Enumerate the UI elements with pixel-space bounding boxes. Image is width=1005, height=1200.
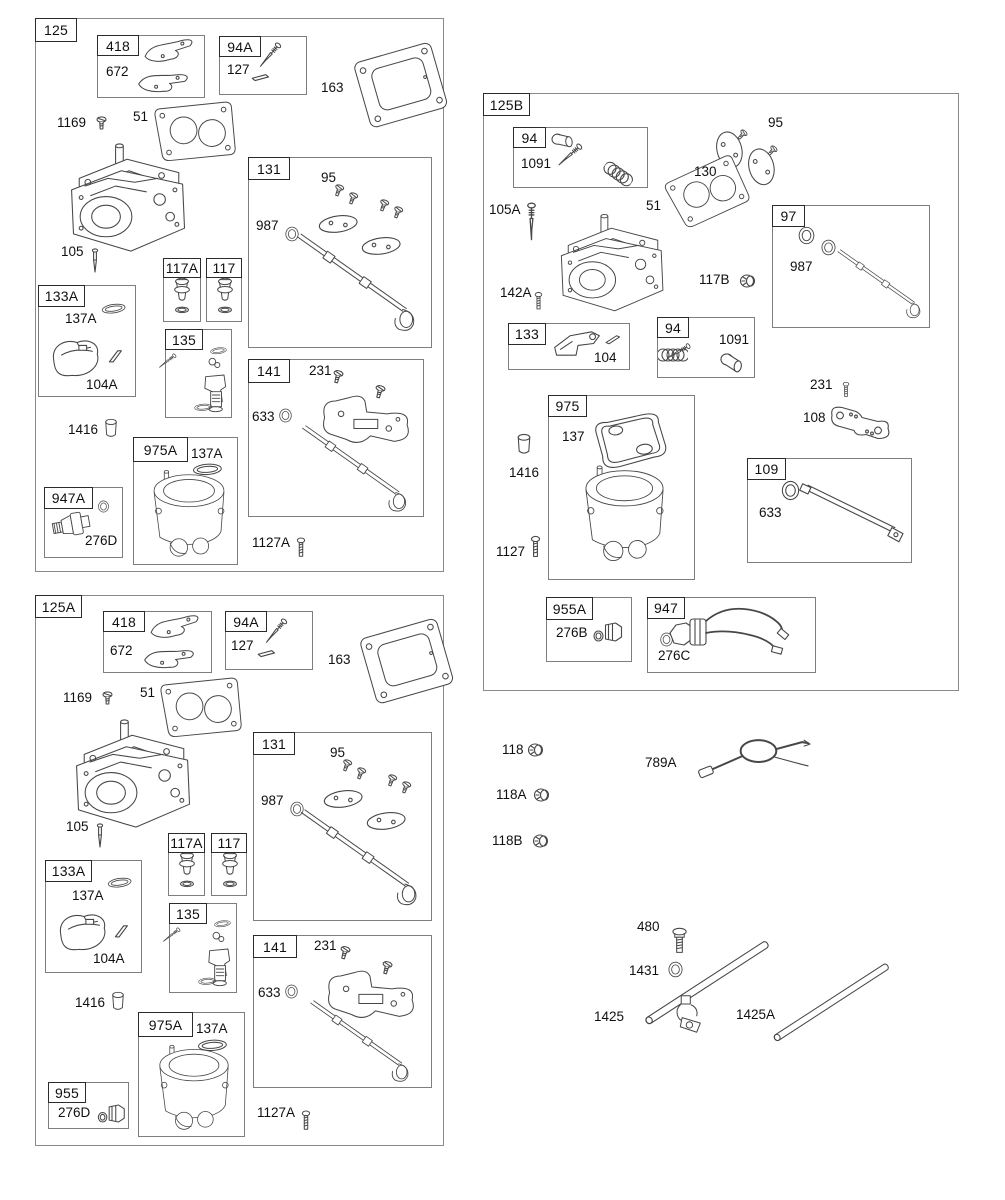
part-label-231: 231 — [309, 363, 332, 378]
part-drawing-throttle-plate-2 — [361, 235, 401, 256]
part-label-480: 480 — [637, 919, 660, 934]
part-drawing-welch-plug-118 — [529, 744, 543, 756]
part-drawing-screw-95-1a — [341, 759, 352, 772]
part-drawing-gasket-163-a — [359, 618, 454, 704]
part-label-633: 633 — [759, 505, 782, 520]
part-drawing-needle-valve-94A-a — [264, 618, 287, 644]
part-drawing-seal-633-b — [782, 481, 798, 499]
part-drawing-valve-assembly-135-a — [209, 932, 230, 985]
part-label-1127A: 1127A — [252, 535, 291, 550]
part-label-137A: 137A — [196, 1021, 228, 1036]
part-drawing-seat-127-a — [258, 649, 275, 658]
part-label-1127: 1127 — [496, 544, 526, 559]
part-drawing-float-133A — [53, 341, 97, 376]
part-drawing-float-bowl-975 — [586, 466, 663, 561]
part-tag-125A: 125A — [35, 595, 82, 618]
part-tag-955: 955 — [48, 1082, 86, 1103]
part-label-633: 633 — [252, 409, 275, 424]
part-drawing-spacer-1416 — [106, 419, 117, 436]
part-drawing-gasket-ring-137A — [102, 303, 126, 315]
part-drawing-flap-gasket-418-a — [150, 615, 199, 638]
part-tag-97: 97 — [772, 205, 805, 227]
part-drawing-screw-95-4a — [400, 781, 411, 794]
part-label-987: 987 — [261, 793, 284, 808]
part-label-987: 987 — [790, 259, 813, 274]
part-label-1091: 1091 — [719, 332, 750, 347]
part-label-231: 231 — [810, 377, 833, 392]
part-tag-94A: 94A — [225, 611, 267, 632]
part-label-105: 105 — [66, 819, 89, 834]
part-drawing-inlet-seat-117A — [175, 278, 190, 312]
part-label-127: 127 — [231, 638, 254, 653]
part-tag-135: 135 — [169, 903, 207, 924]
part-drawing-gasket-51 — [154, 98, 239, 166]
part-drawing-screw-95-3 — [378, 199, 389, 212]
part-label-1416: 1416 — [68, 422, 99, 437]
part-label-231: 231 — [314, 938, 337, 953]
part-label-105: 105 — [61, 244, 84, 259]
part-tag-117A: 117A — [168, 833, 205, 853]
part-drawing-needle-135-a — [162, 927, 180, 943]
part-tag-131: 131 — [248, 157, 290, 180]
part-label-108: 108 — [803, 410, 826, 425]
part-label-276D: 276D — [58, 1105, 91, 1120]
part-drawing-needle-135 — [158, 353, 176, 369]
part-label-633: 633 — [258, 985, 281, 1000]
part-label-118B: 118B — [492, 833, 523, 848]
part-tag-94: 94 — [657, 317, 689, 338]
part-tag-117: 117 — [206, 258, 242, 278]
part-drawing-gasket-51-a — [160, 674, 245, 742]
part-label-1431: 1431 — [629, 963, 660, 978]
part-label-104: 104 — [594, 350, 617, 365]
part-label-51: 51 — [646, 198, 662, 213]
part-drawing-seal-633-a — [286, 985, 298, 998]
part-tag-947: 947 — [647, 597, 685, 619]
part-drawing-washer-1431 — [669, 962, 682, 977]
part-drawing-screw-231-1 — [332, 370, 344, 384]
part-label-95: 95 — [321, 170, 337, 185]
part-drawing-rod-1425A — [773, 963, 889, 1042]
part-drawing-link-rod-109 — [800, 484, 903, 542]
part-drawing-bolt-480 — [673, 928, 686, 952]
part-tag-418: 418 — [97, 35, 139, 56]
part-label-1169: 1169 — [57, 115, 87, 130]
part-tag-955A: 955A — [546, 597, 593, 620]
part-drawing-welch-plug-118A — [535, 789, 549, 801]
part-drawing-plug-117B — [741, 275, 755, 287]
part-drawing-float-bowl-975A-a — [160, 1045, 228, 1129]
part-drawing-bracket-141-a — [329, 971, 414, 1017]
part-drawing-welch-plug-118B — [534, 835, 548, 847]
part-label-1091: 1091 — [521, 156, 552, 171]
part-drawing-gasket-ring-137A-a — [108, 877, 132, 889]
part-label-104A: 104A — [86, 377, 118, 392]
part-drawing-throttle-plate-1a — [323, 788, 363, 809]
part-drawing-needle-valve-94A — [258, 42, 281, 68]
part-tag-133: 133 — [508, 323, 546, 345]
part-drawing-seal-987 — [286, 227, 298, 241]
part-drawing-bearing-97-1 — [799, 227, 814, 243]
part-drawing-pin-104 — [605, 335, 620, 344]
part-label-1416: 1416 — [75, 995, 106, 1010]
part-label-276C: 276C — [658, 648, 691, 663]
part-drawing-plug-276D — [98, 1105, 124, 1122]
part-drawing-gasket-163 — [353, 42, 448, 128]
part-label-118A: 118A — [496, 787, 527, 802]
part-label-51: 51 — [140, 685, 156, 700]
part-drawing-float-bowl-975A — [154, 471, 224, 557]
part-drawing-throttle-plate-1 — [318, 213, 358, 234]
part-label-163: 163 — [321, 80, 344, 95]
part-drawing-spring-1091-top — [602, 160, 635, 188]
part-drawing-float-133A-a — [60, 915, 104, 950]
part-label-276B: 276B — [556, 625, 588, 640]
part-drawing-screw-95-3a — [386, 774, 397, 787]
part-label-117B: 117B — [699, 272, 730, 287]
part-label-1425: 1425 — [594, 1009, 625, 1024]
part-tag-125: 125 — [35, 18, 77, 42]
part-label-276D: 276D — [85, 533, 118, 548]
part-drawing-oring-135-top — [210, 347, 227, 355]
part-tag-418: 418 — [103, 611, 145, 632]
part-drawing-bracket-141 — [324, 396, 409, 442]
part-drawing-choke-cap-94-bottom — [719, 353, 743, 373]
part-drawing-screw-1169-a — [103, 692, 112, 704]
part-label-105A: 105A — [489, 202, 521, 217]
part-drawing-bearing-97-2 — [822, 240, 835, 255]
part-drawing-screw-231-b — [843, 382, 849, 396]
part-drawing-screw-231-2a — [381, 961, 393, 975]
part-label-137A: 137A — [191, 446, 223, 461]
part-label-95: 95 — [768, 115, 784, 130]
part-label-1425A: 1425A — [736, 1007, 776, 1022]
part-tag-947A: 947A — [44, 487, 93, 509]
part-tag-125B: 125B — [483, 93, 530, 116]
part-drawing-seat-127 — [252, 73, 269, 82]
part-tag-117: 117 — [211, 833, 247, 853]
part-drawing-oring-135-top-a — [214, 920, 231, 928]
part-label-163: 163 — [328, 652, 351, 667]
part-tag-975: 975 — [548, 395, 587, 417]
part-tag-133A: 133A — [38, 285, 85, 307]
part-drawing-wire-harness-789A — [698, 740, 810, 778]
part-drawing-seal-987-a — [291, 802, 303, 816]
part-drawing-governor-plate-108 — [832, 407, 889, 438]
part-label-1169: 1169 — [63, 690, 93, 705]
part-label-51: 51 — [133, 109, 149, 124]
part-drawing-choke-cap-94-top — [551, 132, 572, 149]
part-drawing-screw-1169 — [97, 117, 106, 129]
part-tag-117A: 117A — [163, 258, 201, 278]
part-drawing-carburetor-body-125B — [561, 214, 663, 310]
part-drawing-spacer-1416-b — [518, 434, 530, 453]
part-tag-141: 141 — [253, 935, 297, 958]
part-drawing-screw-95-1 — [333, 184, 344, 197]
part-drawing-seal-633 — [280, 409, 292, 422]
part-drawing-needle-105 — [92, 249, 97, 272]
part-drawing-bowl-screw-1127A-a — [302, 1111, 309, 1129]
part-tag-975A: 975A — [138, 1012, 193, 1037]
part-drawing-oring-947A — [98, 501, 108, 512]
part-tag-109: 109 — [747, 458, 786, 480]
part-tag-133A: 133A — [45, 860, 92, 882]
part-tag-141: 141 — [248, 359, 290, 383]
part-label-130: 130 — [694, 164, 717, 179]
part-drawing-screw-231-1a — [339, 946, 351, 960]
part-drawing-needle-105A — [528, 203, 536, 239]
part-drawing-bowl-screw-1127 — [532, 536, 540, 556]
part-drawing-screw-142A — [535, 293, 542, 309]
part-drawing-screw-95-4 — [392, 206, 403, 219]
part-label-1127A: 1127A — [257, 1105, 296, 1120]
part-drawing-hinge-pin-104A — [107, 349, 124, 363]
part-label-118: 118 — [502, 742, 524, 757]
part-tag-135: 135 — [165, 329, 203, 350]
part-drawing-flap-gasket-418 — [144, 39, 193, 62]
part-drawing-flap-gasket-672-a — [144, 646, 194, 671]
part-drawing-screw-95-2a — [355, 767, 366, 780]
part-drawing-plug-276B — [594, 623, 622, 641]
part-drawing-spacer-1416-a — [113, 992, 124, 1009]
part-drawing-shaft-97 — [838, 250, 920, 318]
part-drawing-needle-105-a — [97, 824, 102, 847]
part-tag-975A: 975A — [133, 437, 188, 462]
part-label-137A: 137A — [72, 888, 104, 903]
part-drawing-flap-gasket-672 — [138, 70, 188, 95]
part-drawing-bowl-gasket-137A — [193, 463, 222, 475]
part-label-142A: 142A — [500, 285, 532, 300]
part-label-104A: 104A — [93, 951, 125, 966]
part-drawing-inlet-seat-117 — [218, 278, 233, 312]
part-drawing-inlet-seat-117A-a — [180, 852, 195, 886]
part-tag-131: 131 — [253, 732, 295, 755]
part-label-672: 672 — [110, 643, 133, 658]
part-drawing-hinge-pin-104A-a — [113, 924, 130, 938]
part-drawing-inlet-seat-117-a — [223, 852, 238, 886]
part-drawing-choke-lever-133 — [555, 332, 600, 355]
part-label-789A: 789A — [645, 755, 677, 770]
part-label-1416: 1416 — [509, 465, 540, 480]
part-label-137A: 137A — [65, 311, 97, 326]
part-tag-94: 94 — [513, 127, 546, 148]
part-tag-94A: 94A — [219, 36, 261, 57]
part-drawing-bowl-screw-1127A — [297, 538, 304, 556]
part-label-672: 672 — [106, 64, 129, 79]
part-label-127: 127 — [227, 62, 250, 77]
part-drawing-screw-95-2 — [347, 192, 358, 205]
part-drawing-screw-231-2 — [374, 385, 386, 399]
part-drawing-bowl-gasket-137 — [595, 412, 668, 469]
part-label-137: 137 — [562, 429, 585, 444]
part-drawing-throttle-plate-2a — [366, 810, 406, 831]
part-drawing-valve-assembly-135 — [205, 358, 226, 411]
part-label-987: 987 — [256, 218, 279, 233]
part-label-95: 95 — [330, 745, 346, 760]
